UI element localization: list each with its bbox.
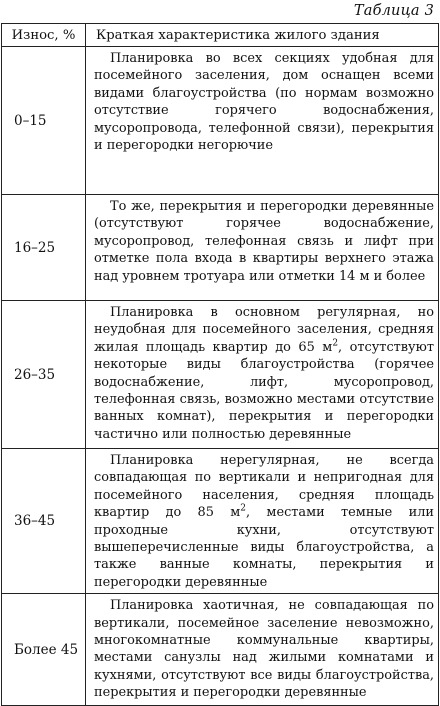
table-row (2, 195, 439, 301)
description-cell: Планировка во всех секциях удобная для посемейного заселения, дом оснащен всеми видами благоустройства (по нормам возможно отсутствие горячего водоснабжения, мусоропровода, телефонной связи), перекрытия и перегородки негорючие (86, 47, 439, 195)
description-text: , местами темные или проходные кухни, отсутствуют вышеперечисленные виды благоустройства, а также ванные комнаты, перекрытия и перегородки деревянные (94, 505, 434, 590)
description-text: Планировка нерегулярная, не всегда совпадающая по вертикали и непригодная для посемейного населения, средняя площадь квартир до 85 м (94, 453, 434, 521)
wear-cell: 26–35 (2, 301, 86, 449)
description-cell: Планировка хаотичная, не совпадающая по вертикали, посемейное заселение невозможно, многокомнатные коммунальные квартиры, местами санузлы над жилыми комнатами и кухнями, отсутствуют все виды благоустройства, перекрытия и перегородки деревянные (86, 594, 439, 706)
wear-cell: 36–45 (2, 449, 86, 594)
table-row (2, 47, 439, 195)
description-cell: То же, перекрытия и перегородки деревянные (отсутствуют горячее водоснабжение, мусоропровод, телефонная связь и лифт при отметке пола входа в квартиры верхнего этажа над уровнем тротуара или отметки 14 м и более (86, 195, 439, 301)
table-header-row (2, 24, 439, 47)
wear-cell: 16–25 (2, 195, 86, 301)
superscript: 2 (332, 338, 339, 349)
wear-cell: Более 45 (2, 594, 86, 706)
description-cell (86, 449, 439, 594)
description-cell (86, 301, 439, 449)
table-row (2, 594, 439, 706)
table-row (2, 301, 439, 449)
wear-cell: 0–15 (2, 47, 86, 195)
header-description: Краткая характеристика жилого здания (86, 24, 439, 47)
description-text: Планировка в основном регулярная, но неудобная для посемейного заселения, средняя жилая площадь квартир до 65 м (94, 305, 434, 355)
table-row (2, 449, 439, 594)
description-text: , отсутствуют некоторые виды благоустройства (горячее водоснабжение, лифт, мусоропровод, телефонная связь, возможно местами отсутствие ванных комнат), перекрытия и перегородки частично или полностью деревянные (94, 339, 434, 442)
housing-wear-table (1, 23, 439, 706)
superscript: 2 (240, 503, 247, 514)
table-caption: Таблица 3 (353, 3, 434, 19)
header-wear: Износ, % (2, 24, 86, 47)
